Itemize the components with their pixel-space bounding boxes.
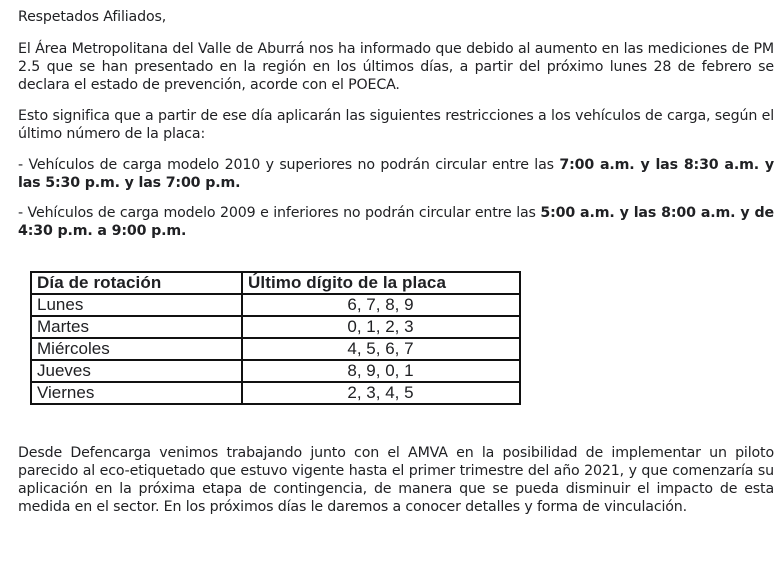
row-digits: 8, 9, 0, 1 [242, 360, 520, 382]
row-digits: 6, 7, 8, 9 [242, 294, 520, 316]
closing-paragraph: Desde Defencarga venimos trabajando junto con el AMVA en la posibilidad de implementar un piloto parecido al eco-etiquetado que estuvo vigente hasta el primer trimestre del año 2021, y que comenzaría su aplicación en la próxima etapa de contingencia, de manera que se pueda disminuir el impacto de esta medida en el sector. En los próximos días le daremos a conocer detalles y forma de vinculación. [18, 445, 774, 515]
header-last-plate-digit: Último dígito de la placa [242, 272, 520, 294]
restriction-2010-text: - Vehículos de carga modelo 2010 y superiores no podrán circular entre las [18, 157, 560, 173]
table-row [31, 360, 520, 382]
table-header-row [31, 272, 520, 294]
restriction-2009-and-older [18, 204, 774, 240]
rotation-table-wrapper [30, 271, 774, 405]
row-day: Jueves [31, 360, 242, 382]
row-digits: 0, 1, 2, 3 [242, 316, 520, 338]
table-row [31, 382, 520, 404]
row-digits: 4, 5, 6, 7 [242, 338, 520, 360]
table-row [31, 338, 520, 360]
header-rotation-day: Día de rotación [31, 272, 242, 294]
row-day: Miércoles [31, 338, 242, 360]
row-day: Viernes [31, 382, 242, 404]
restriction-2009-text: - Vehículos de carga modelo 2009 e inferiores no podrán circular entre las [18, 205, 541, 221]
restriction-2010-and-newer [18, 156, 774, 192]
announcement-paragraph: El Área Metropolitana del Valle de Aburrá nos ha informado que debido al aumento en las mediciones de PM 2.5 que se han presentado en la región en los últimos días, a partir del próximo lunes 28 de febrero se declara el estado de prevención, acorde con el POECA. [18, 41, 774, 93]
row-day: Lunes [31, 294, 242, 316]
restriction-2010-times: 7:00 a.m. y las 8:30 a.m. y las 5:30 p.m. y las 7:00 p.m. [18, 157, 774, 191]
table-row [31, 316, 520, 338]
document-body [18, 8, 774, 516]
plate-rotation-table [30, 271, 521, 405]
greeting: Respetados Afiliados, [18, 9, 167, 25]
restrictions-intro-paragraph: Esto significa que a partir de ese día aplicarán las siguientes restricciones a los vehículos de carga, según el último número de la placa: [18, 108, 774, 142]
row-day: Martes [31, 316, 242, 338]
restriction-2009-times: 5:00 a.m. y las 8:00 a.m. y de 4:30 p.m. a 9:00 p.m. [18, 205, 774, 239]
row-digits: 2, 3, 4, 5 [242, 382, 520, 404]
table-row [31, 294, 520, 316]
